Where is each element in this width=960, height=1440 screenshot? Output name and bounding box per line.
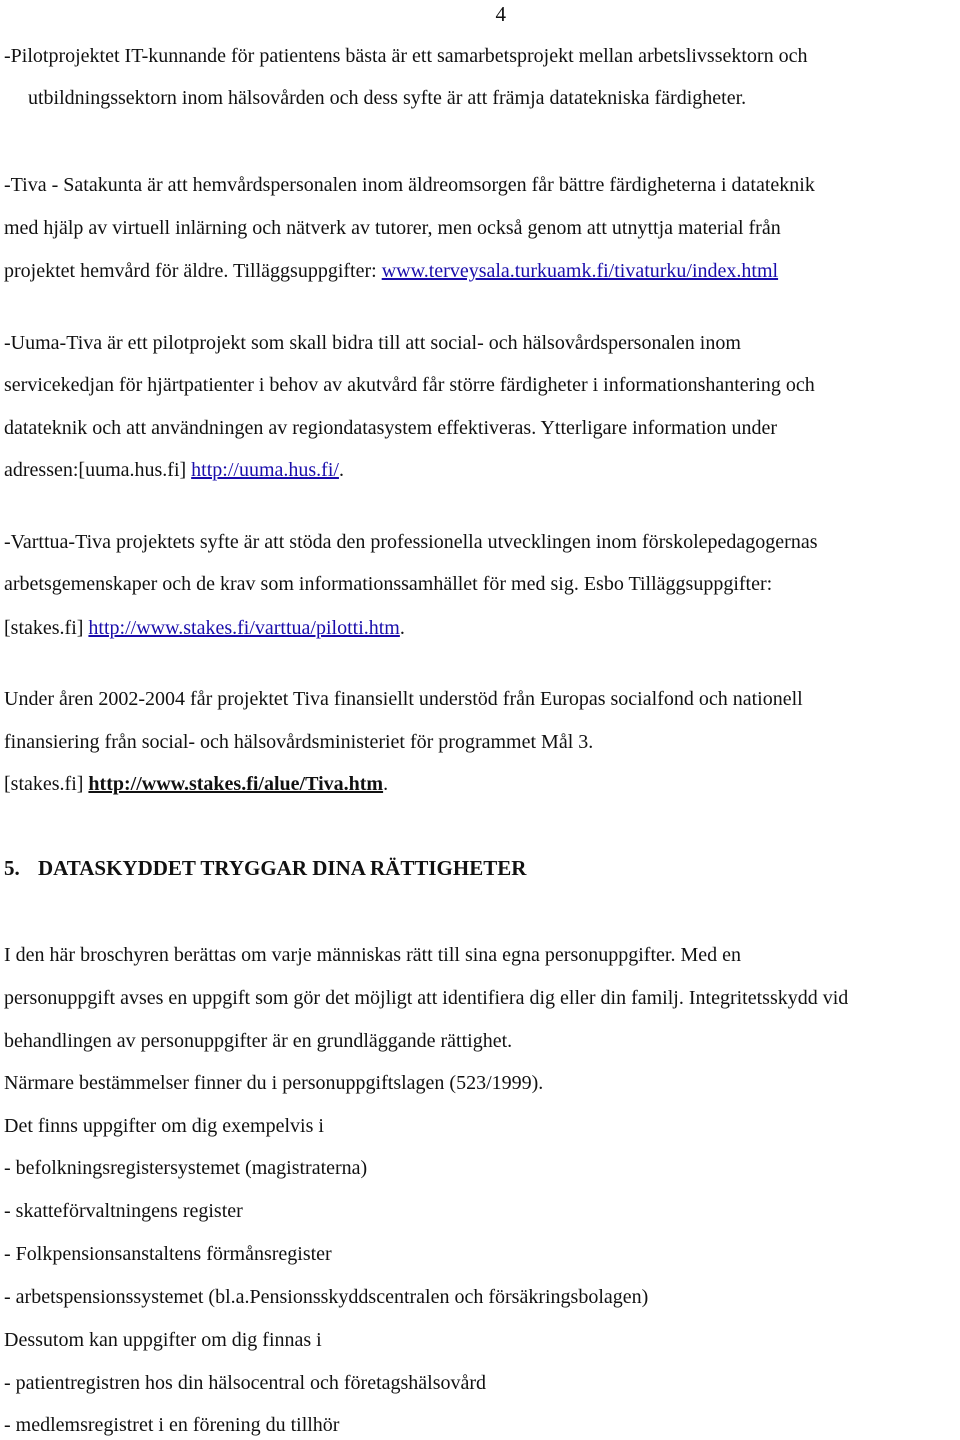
- section-heading: [4, 858, 526, 879]
- varttua-tiva-line-2: arbetsgemenskaper och de krav som informationssamhället för med sig. Esbo Tilläggsuppgifter:: [4, 573, 773, 595]
- list-item: - medlemsregistret i en förening du tillhör: [4, 1414, 340, 1436]
- page-number: 4: [495, 2, 506, 26]
- varttua-period: .: [399, 617, 405, 639]
- uuma-tiva-line-3: datateknik och att användningen av regiondatasystem effektiveras. Ytterligare information under: [4, 417, 778, 439]
- tiva-satakunta-line-3: [4, 261, 778, 281]
- uuma-link[interactable]: http://uuma.hus.fi/: [191, 459, 339, 481]
- section-title: DATASKYDDET TRYGGAR DINA RÄTTIGHETER: [38, 856, 527, 880]
- uuma-period: .: [338, 459, 344, 481]
- varttua-tiva-line-3: [4, 618, 405, 638]
- list-item: - patientregistren hos din hälsocentral och företagshälsovård: [4, 1372, 487, 1394]
- uuma-tiva-line-4: [4, 460, 344, 480]
- funding-line-1: Under åren 2002-2004 får projektet Tiva finansiellt understöd från Europas socialfond och nationell: [4, 688, 803, 710]
- list-item: - arbetspensionssystemet (bl.a.Pensionsskyddscentralen och försäkringsbolagen): [4, 1286, 649, 1308]
- body-line: Dessutom kan uppgifter om dig finnas i: [4, 1329, 322, 1351]
- uuma-tiva-line-2: servicekedjan för hjärtpatienter i behov av akutvård får större färdigheter i informationshantering och: [4, 374, 815, 396]
- body-line: Närmare bestämmelser finner du i personuppgiftslagen (523/1999).: [4, 1072, 544, 1094]
- body-line: Det finns uppgifter om dig exempelvis i: [4, 1115, 324, 1137]
- stakes-alue-prefix: [stakes.fi]: [4, 773, 89, 795]
- tiva-satakunta-line-1: -Tiva - Satakunta är att hemvårdspersonalen inom äldreomsorgen får bättre färdigheterna i datateknik: [4, 174, 815, 196]
- body-line: I den här broschyren berättas om varje människas rätt till sina egna personuppgifter. Med en: [4, 944, 741, 966]
- tiva-satakunta-text: projektet hemvård för äldre. Tilläggsuppgifter:: [4, 260, 382, 282]
- funding-line-2: finansiering från social- och hälsovårdsministeriet för programmet Mål 3.: [4, 731, 594, 753]
- body-line: personuppgift avses en uppgift som gör det möjligt att identifiera dig eller din familj. Integritetsskydd vid: [4, 987, 849, 1009]
- funding-period: .: [383, 773, 389, 795]
- list-item: - Folkpensionsanstaltens förmånsregister: [4, 1243, 332, 1265]
- tiva-link[interactable]: http://www.stakes.fi/alue/Tiva.htm: [88, 773, 384, 795]
- pilot-project-line-2: utbildningssektorn inom hälsovården och dess syfte är att främja datatekniska färdigheter.: [28, 87, 747, 109]
- varttua-link[interactable]: http://www.stakes.fi/varttua/pilotti.htm: [88, 617, 400, 639]
- varttua-tiva-line-1: -Varttua-Tiva projektets syfte är att stöda den professionella utvecklingen inom förskolepedagogernas: [4, 531, 818, 553]
- body-line: behandlingen av personuppgifter är en grundläggande rättighet.: [4, 1030, 513, 1052]
- terveysala-link[interactable]: www.terveysala.turkuamk.fi/tivaturku/index.html: [381, 260, 779, 282]
- section-number: 5.: [4, 856, 20, 880]
- tiva-satakunta-line-2: med hjälp av virtuell inlärning och nätverk av tutorer, men också genom att utnyttja material från: [4, 217, 781, 239]
- stakes-prefix: [stakes.fi]: [4, 617, 89, 639]
- pilot-project-line-1: -Pilotprojektet IT-kunnande för patientens bästa är ett samarbetsprojekt mellan arbetslivssektorn och: [4, 45, 808, 67]
- funding-line-3: [4, 774, 388, 794]
- list-item: - befolkningsregistersystemet (magistraterna): [4, 1157, 368, 1179]
- list-item: - skatteförvaltningens register: [4, 1200, 243, 1222]
- uuma-tiva-line-1: -Uuma-Tiva är ett pilotprojekt som skall bidra till att social- och hälsovårdspersonalen inom: [4, 332, 741, 354]
- uuma-address-text: adressen:[uuma.hus.fi]: [4, 459, 192, 481]
